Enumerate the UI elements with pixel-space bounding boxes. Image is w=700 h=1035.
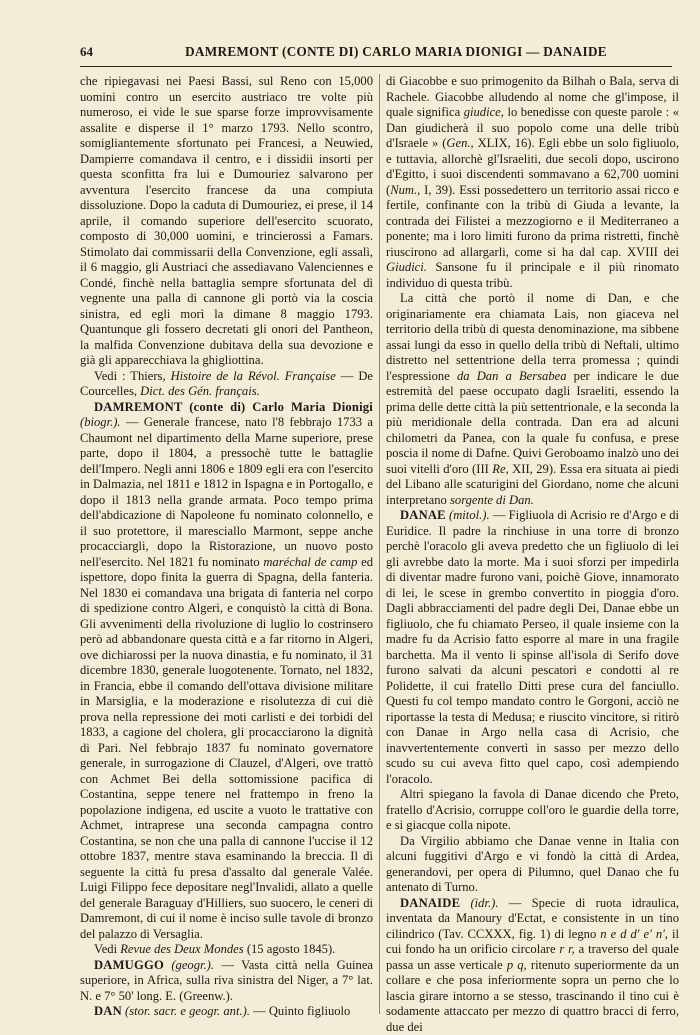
entry-dan-continued: di Giacobbe e suo primogenito da Bilhah o Bala, serva di Rachele. Giacobbe alludendo al nome che gl'impose, il quale significa giudice, lo benedisse con queste parole : « Dan giudicherà il suo popolo come una delle tribù d'Israele » (Gen., XLIX, 16). Egli ebbe un solo figliuolo, e tuttavia, allorchè gl'Israeliti, due secoli dopo, uscirono d'Egitto, i suoi discendenti sommavano a 62,700 uomini (Num., I, 39). Essi possedettero un territorio assai ricco e fertile, confinante con la tribù di Giuda a levante, la contrada dei Filistei a mezzogiorno e il Mediterraneo a ponente; ma i loro limiti furono da prima ristretti, finchè riuscirono ad allargarli, come si ha dal cap. XVIII dei Giudici. Sansone fu il principale e il più rinomato individuo di questa tribù. bbox=[386, 74, 679, 291]
entry-danaide: DANAIDE (idr.). — Specie di ruota idraulica, inventata da Manoury d'Ectat, e consistente in un tino cilindrico (Tav. CCXXX, fig. 1) di legno n e d d' e' n', il cui fondo ha un orificio circolare r r, a traverso del quale passa un asse verticale p q, ritenuto superiormente da un collare e che posa inferiormente sopra un perno che lo lascia girare intorno a se stesso, trascinando il tino cui è sodamente attaccato per mezzo di quattro bracci di ferro, due dei bbox=[386, 896, 679, 1035]
paragraph-dampierre-continued: che ripiegavasi nei Paesi Bassi, sul Reno con 15,000 uomini contro un esercito austriaco tre volte più numeroso, ei vide le sue sparse forze improvvisamente assalite e disperse il 1° marzo 1793. Nello scontro, somigliantemente sfortunato pei Francesi, a Neuwied, Dampierre comandava il centro, e i dissidii insorti per questa sconfitta fra lui e Dumouriez salvarono per avventura l'esercito francese da una compiuta dissoluzione. Dopo la caduta di Dumouriez, ei prese, il 14 aprile, il comando superiore dell'esercito scuorato, composto di 30,000 uomini, e trincierossi a Famars. Stimolato dai commissarii della Convenzione, egli assalì, il 6 maggio, gli Austriaci che assediavano Valenciennes e Condé, finchè nella battaglia sempre sfortunata del dì vegnente una palla di cannone gli portò via la coscia sinistra, ed egli morì la dimane 8 maggio 1793. Quantunque gli fossero decretati gli onori del Pantheon, la malfida Convenzione dubitava della sua devozione e già gli apparecchiava la ghigliottina. bbox=[80, 74, 373, 369]
header-rule bbox=[80, 66, 672, 67]
paragraph-references-dampierre: Vedi : Thiers, Histoire de la Révol. Française — De Courcelles, Dict. des Gén. français. bbox=[80, 369, 373, 400]
page-number: 64 bbox=[80, 44, 93, 60]
headword: DAN bbox=[94, 1004, 122, 1018]
entry-danae: DANAE (mitol.). — Figliuola di Acrisio re d'Argo e di Euridice. Il padre la rinchiuse in una torre di bronzo perchè l'oracolo gli aveva predetto che un figliuolo di lei gli avrebbe dato la morte. Ma i suoi sforzi per impedirla di diventar madre furono vani, poichè Giove, innamorato di lei, le scese in grembo convertito in pioggia d'oro. Dagli abbracciamenti del padre degli Dei, Danae ebbe un figliuolo, che fu chiamato Perseo, il quale insieme con la madre fu da Acrisio fatto esporre al mare in una fragile barchetta. Ma il vento li spinse all'isola di Serifo dove furono salvati da alcuni pescatori e condotti al re Polidette, il cui fratello Ditti prese cura del fanciullo. Questi fu col tempo mandato contro le Gorgoni, acciò ne riportasse la testa di Medusa; e riuscito vincitore, si ritirò con Danae in Argo nella casa di Acrisio, che inavvertentemente convertì in sasso per mezzo dello scudo su cui aveva fitto quel capo, così adempiendo l'oracolo. bbox=[386, 508, 679, 787]
headword: DANAIDE bbox=[400, 896, 460, 910]
right-column bbox=[386, 74, 679, 1024]
headword: DAMUGGO bbox=[94, 958, 164, 972]
paragraph-references-damremont: Vedi Revue des Deux Mondes (15 agosto 1845). bbox=[80, 942, 373, 958]
left-column bbox=[80, 74, 373, 1024]
entry-damremont: DAMREMONT (conte di) Carlo Maria Dionigi (biogr.). — Generale francese, nato l'8 febbrajo 1733 a Chaumont nel dipartimento della Marne superiore, prese parte, dopo il 1804, a pressochè tutte le battaglie dell'Impero. Negli anni 1806 e 1809 egli era con l'esercito in Dalmazia, nel 1811 e 1812 in Ispagna e in Portogallo, e dopo il 1813 nella grande armata. Poco tempo prima dell'abdicazione di Napoleone fu nominato colonnello, e il suo protettore, il maresciallo Marmont, seppe anche procacciargli, dopo la Ristorazione, un nuovo posto nell'esercito. Nel 1821 fu nominato maréchal de camp ed ispettore, dopo finita la guerra di Spagna, della fanteria. Nel 1830 ei comandava una brigata di fanteria nel corpo di spedizione contro Algeri, e conquistò la città di Bona. Gli avvenimenti della rivoluzione di luglio lo costrinsero però ad abbandonare questa città e a far ritorno in Algeri, ove dichiarossi per la nuova dinastia, e fu nominato, il 31 dicembre 1830, generale luogotenente. Tornato, nel 1832, in Francia, ebbe il comando dell'ottava divisione militare in Marsiglia, e la moderazione e risolutezza di cui diè prova nella repressione dei moti carlisti e dei torbidi del 1833, a cagione del cholera, gli procacciarono la dignità di Pari. Nel febbrajo 1837 fu nominato governatore generale, in surrogazione di Clauzel, d'Algeri, ove trattò con Achmet Bei della sottomissione pacifica di Costantina, seppe tenere nel frattempo in freno la popolazione indigena, ed uscite a vuoto le trattative con Achmet, intraprese una seconda campagna contro Costantina, se non che una palla di cannone l'uccise il 12 ottobre 1837, mentre stava esaminando la breccia. Il dì seguente la città fu presa d'assalto dal generale Valée. Luigi Filippo fece depositare negl'Invalidi, allato a quelle del generale Baraguay d'Hilliers, suo suocero, le ceneri di Damremont, di cui il nome è inciso sulle tavole di bronzo del palazzo di Versaglia. bbox=[80, 400, 373, 943]
headword: DANAE bbox=[400, 508, 446, 522]
headword: DAMREMONT (conte di) Carlo Maria Dionigi bbox=[94, 400, 373, 414]
column-divider bbox=[379, 74, 380, 1014]
entry-damuggo: DAMUGGO (geogr.). — Vasta città nella Guinea superiore, in Africa, sulla riva sinistra del Niger, a 7° lat. N. e 7° 50' long. E. (Greenw.). bbox=[80, 958, 373, 1005]
entry-dan-start: DAN (stor. sacr. e geogr. ant.). — Quinto figliuolo bbox=[80, 1004, 373, 1020]
running-head: DAMREMONT (CONTE DI) CARLO MARIA DIONIGI — DANAIDE bbox=[120, 44, 672, 60]
page-header bbox=[80, 44, 672, 64]
paragraph-danae-virgil: Da Virgilio abbiamo che Danae venne in Italia con alcuni fuggitivi d'Argo e vi fondò la città di Ardea, generandovi, per opera di Pilumno, quel Danao che fu antenato di Turno. bbox=[386, 834, 679, 896]
paragraph-city-dan: La città che portò il nome di Dan, e che originariamente era chiamata Lais, non giaceva nel territorio della tribù di questa denominazione, ma sibbene assai lungi da esso in quello della tribù di Neftali, ultimo distretto nel settentrione della terra promessa ; quindi l'espressione da Dan a Bersabea per indicare le due estremità del paese occupato dagli Israeliti, essendo la prima delle dette città la più settentrionale, e la seconda la più meridionale della contrada. Dan era ad alcuni chilometri da Panea, con la quale fu confusa, e prese poscia il nome di Dafne. Quivi Geroboamo inalzò uno dei suoi vitelli d'oro (III Re, XII, 29). Essa era situata ai piedi del Libano alle scaturigini del Giordano, nome che alcuni interpretano sorgente di Dan. bbox=[386, 291, 679, 508]
paragraph-danae-alt: Altri spiegano la favola di Danae dicendo che Preto, fratello d'Acrisio, corruppe coll'oro le guardie della torre, e si giacque colla nipote. bbox=[386, 787, 679, 834]
